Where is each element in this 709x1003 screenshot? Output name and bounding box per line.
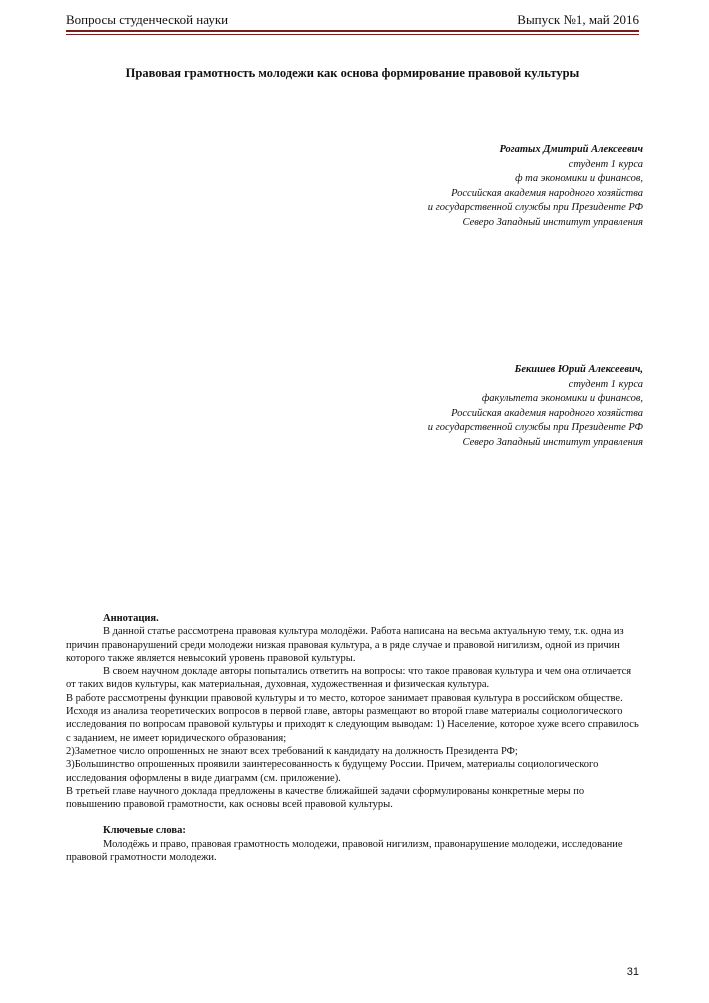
author-block-2 bbox=[428, 363, 643, 450]
annotation-paragraph: В третьей главе научного доклада предложены в качестве ближайшей задачи сформулированы конкретные меры по повышению правовой грамотности, как основы всей правовой культуры. bbox=[66, 785, 585, 811]
author-line: Российская академия народного хозяйства bbox=[451, 187, 643, 199]
keywords-heading: Ключевые слова: bbox=[103, 825, 186, 837]
page-number: 31 bbox=[626, 966, 639, 978]
author-name: Бекишев Юрий Алексеевич, bbox=[514, 364, 643, 375]
annotation-paragraph: 3)Большинство опрошенных проявили заинтересованность к будущему России. Причем, материалы социологического исследования оформлены в виде диаграмм (см. приложение). bbox=[66, 759, 599, 784]
author-line: Северо Западный институт управления bbox=[462, 216, 643, 228]
header-rule-thick bbox=[66, 30, 639, 32]
annotation-heading: Аннотация. bbox=[103, 613, 159, 624]
journal-name: Вопросы студенческой науки bbox=[66, 12, 229, 27]
author-line: Северо Западный институт управления bbox=[462, 436, 643, 448]
keywords-text: Молодёжь и право, правовая грамотность молодежи, правовой нигилизм, правонарушение молодежи, исследование правовой грамотности молодежи. bbox=[66, 838, 623, 864]
author-line: и государственной службы при Президенте РФ bbox=[427, 422, 643, 433]
spacer bbox=[66, 811, 639, 824]
author-line: Российская академия народного хозяйства bbox=[451, 407, 643, 419]
annotation-paragraph: В работе рассмотрены функции правовой культуры и то место, которое занимает правовая культура в российском обществе. Исходя из анализа теоретических вопросов в первой главе, авторы размещают во второй главе материалы социологического исследования по вопросам правовой культуры и приходят к следующим выводам: 1) Население, которое хуже всего справилось с заданием, не имеет юридического образования; bbox=[66, 692, 639, 744]
author-line: студент 1 курса bbox=[568, 378, 643, 390]
author-line: факультета экономики и финансов, bbox=[481, 393, 643, 404]
author-line: ф та экономики и финансов, bbox=[515, 173, 643, 184]
article-body bbox=[66, 612, 639, 864]
annotation-paragraph: В своем научном докладе авторы попытались ответить на вопросы: что такое правовая культура и чем она отличается от таких видов культуры, как материальная, духовная, художественная и физическая культура. bbox=[66, 666, 632, 691]
article-title: Правовая грамотность молодежи как основа формирование правовой культуры bbox=[125, 66, 580, 80]
annotation-paragraph: 2)Заметное число опрошенных не знают всех требований к кандидату на должность Президента РФ; bbox=[66, 745, 518, 757]
header-rule-thin bbox=[66, 34, 639, 35]
author-line: и государственной службы при Президенте РФ bbox=[427, 202, 643, 213]
annotation-paragraph: В данной статье рассмотрена правовая культура молодёжи. Работа написана на весьма актуальную тему, т.к. одна из причин правонарушений среди молодежи низкая правовая культура, а в ряде случае и правовой нигилизм, одной из причин которого также является невысокий уровень правовой культуры. bbox=[66, 626, 624, 664]
issue-info: Выпуск №1, май 2016 bbox=[517, 12, 639, 27]
author-block-1 bbox=[428, 143, 643, 230]
author-name: Рогатых Дмитрий Алексеевич bbox=[499, 144, 643, 155]
author-line: студент 1 курса bbox=[568, 158, 643, 170]
